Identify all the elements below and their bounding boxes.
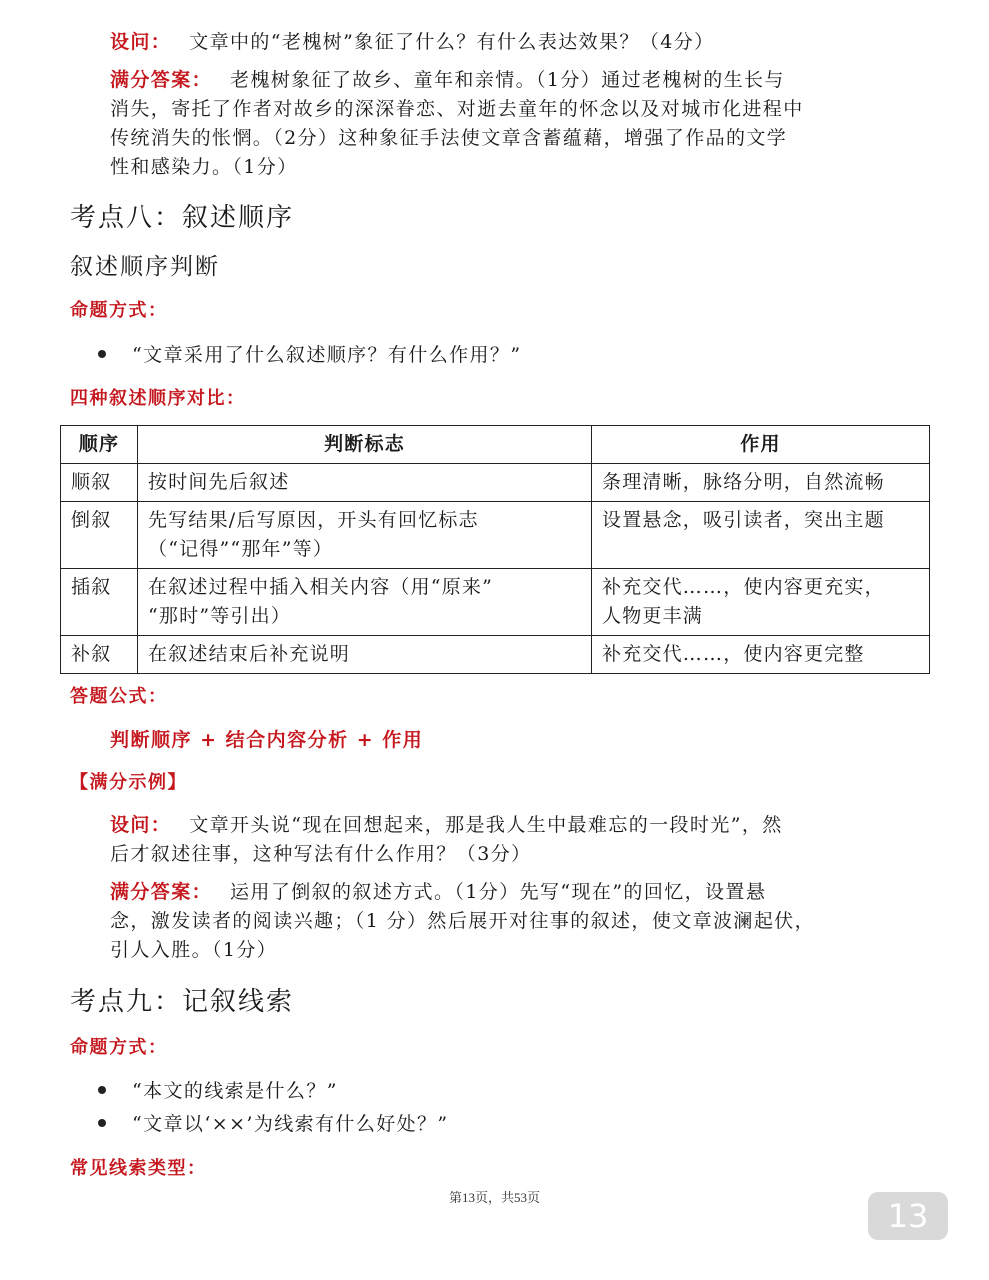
column-header: 顺序 xyxy=(61,426,138,464)
cell-sign: 先写结果/后写原因，开头有回忆标志 （“记得”“那年”等） xyxy=(138,502,592,569)
compare-label: 四种叙述顺序对比： xyxy=(70,388,246,409)
example-label: 【满分示例】 xyxy=(70,772,187,793)
question-label: 设问： xyxy=(110,814,172,836)
list-item: “本文的线索是什么？” xyxy=(98,1076,338,1103)
bullet-icon xyxy=(98,350,106,358)
question-form-label: 命题方式： xyxy=(70,300,168,321)
answer-1 xyxy=(110,66,910,182)
types-label: 常见线索类型： xyxy=(70,1158,207,1179)
table-header-row xyxy=(61,426,930,464)
page-footer: 第13页，共53页 xyxy=(448,1190,540,1205)
answer-formula: 判断顺序 + 结合内容分析 + 作用 xyxy=(110,729,424,751)
example-question: 设问： 文章开头说“现在回想起来，那是我人生中最难忘的一段时光”，然 后才叙述往事，这种写法有什么作用？（3分） xyxy=(110,814,783,865)
question-label: 设问： xyxy=(110,31,172,53)
bullet-icon xyxy=(98,1119,106,1127)
table-row xyxy=(61,464,930,502)
answer-label: 满分答案： xyxy=(110,881,213,903)
formula-label: 答题公式： xyxy=(70,686,168,707)
answer-line: 性和感染力。（1分） xyxy=(110,156,298,178)
cell-order: 倒叙 xyxy=(61,502,138,569)
cell-sign: 按时间先后叙述 xyxy=(138,464,592,502)
question-form-label: 命题方式： xyxy=(70,1037,168,1058)
cell-order: 插叙 xyxy=(61,569,138,636)
cell-effect: 设置悬念，吸引读者，突出主题 xyxy=(592,502,930,569)
example-answer: 满分答案： 运用了倒叙的叙述方式。（1分）先写“现在”的回忆，设置悬 念，激发读者的阅读兴趣；（1 分）然后展开对往事的叙述，使文章波澜起伏， 引人入胜。（1分） xyxy=(110,881,816,961)
cell-sign: 在叙述过程中插入相关内容（用“原来” “那时”等引出） xyxy=(138,569,592,636)
answer-line: 传统消失的怅惘。（2分）这种象征手法使文章含蓄蕴藉，增强了作品的文学 xyxy=(110,127,788,149)
bullet-icon xyxy=(98,1086,106,1094)
table-row xyxy=(61,502,930,569)
question-1 xyxy=(110,28,715,57)
cell-effect: 条理清晰，脉络分明，自然流畅 xyxy=(592,464,930,502)
section-9-title: 考点九：记叙线索 xyxy=(70,987,295,1017)
page-number-badge: 13 xyxy=(868,1192,948,1240)
section-8-title: 考点八：叙述顺序 xyxy=(70,203,295,233)
narrative-order-table xyxy=(60,425,930,674)
cell-order: 顺叙 xyxy=(61,464,138,502)
section-8-subtitle: 叙述顺序判断 xyxy=(70,254,220,280)
answer-line: 老槐树象征了故乡、童年和亲情。（1分）通过老槐树的生长与 xyxy=(230,69,785,91)
answer-label: 满分答案： xyxy=(110,69,213,91)
list-item: “文章采用了什么叙述顺序？有什么作用？” xyxy=(98,340,521,367)
answer-line: 消失，寄托了作者对故乡的深深眷恋、对逝去童年的怀念以及对城市化进程中 xyxy=(110,98,804,120)
cell-effect: 补充交代……，使内容更完整 xyxy=(592,636,930,674)
table-row xyxy=(61,569,930,636)
column-header: 作用 xyxy=(592,426,930,464)
column-header: 判断标志 xyxy=(138,426,592,464)
cell-effect: 补充交代……，使内容更充实， 人物更丰满 xyxy=(592,569,930,636)
table-row xyxy=(61,636,930,674)
question-text: 文章中的“老槐树”象征了什么？有什么表达效果？（4分） xyxy=(189,31,715,53)
list-item: “文章以‘××’为线索有什么好处？” xyxy=(98,1109,449,1136)
cell-sign: 在叙述结束后补充说明 xyxy=(138,636,592,674)
cell-order: 补叙 xyxy=(61,636,138,674)
